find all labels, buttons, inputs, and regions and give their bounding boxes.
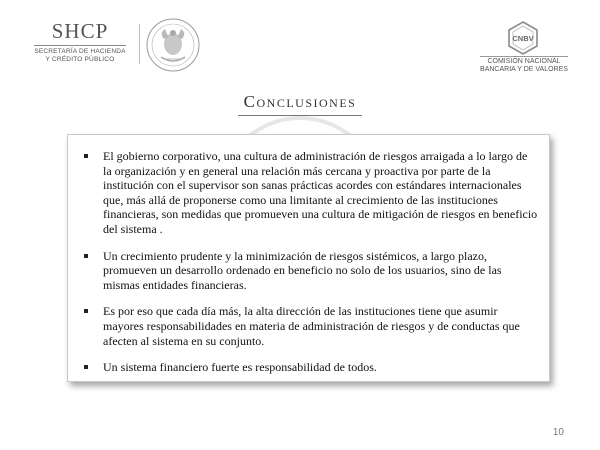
page-number: 10 xyxy=(552,427,564,438)
cnbv-logo-subtitle xyxy=(478,58,570,74)
bullet-square-icon xyxy=(84,365,88,369)
bullet-item-2 xyxy=(78,249,538,293)
shcp-logo-subtitle-line2: Y CRÉDITO PÚBLICO xyxy=(45,55,115,63)
slide-title: Conclusiones xyxy=(243,92,357,111)
cnbv-logo-subtitle-line2: BANCARIA Y DE VALORES xyxy=(480,66,568,73)
shcp-logo-subtitle-line1: SECRETARÍA DE HACIENDA xyxy=(34,48,126,55)
shcp-logo xyxy=(30,20,130,63)
cnbv-logo-subtitle-line1: COMISIÓN NACIONAL xyxy=(487,58,561,65)
bullet-square-icon xyxy=(84,154,88,158)
bullet-text: Es por eso que cada día más, la alta dirección de las instituciones tiene que asumir mayores responsabilidades en materia de administración de riesgos y de conductas que afecten al sistema en su conjunto. xyxy=(103,304,520,348)
bullet-square-icon xyxy=(84,254,88,258)
bullet-text: Un crecimiento prudente y la minimización de riesgos sistémicos, a largo plazo, promueven un desarrollo ordenado en beneficio no solo de los usuarios, sino de las mismas entidades financieras. xyxy=(103,248,502,292)
slide-header xyxy=(0,0,600,90)
bullet-item-3 xyxy=(78,304,538,348)
bullet-text: Un sistema financiero fuerte es responsabilidad de todos. xyxy=(103,360,377,375)
conclusions-box xyxy=(67,134,550,382)
cnbv-logo-icon xyxy=(505,20,541,56)
cnbv-logo-rule xyxy=(480,56,568,57)
bullet-text: El gobierno corporativo, una cultura de administración de riesgos arraigada a lo largo de la organización y en general una relación más cercana y proactiva por parte de la institución con el supervisor son sanas prácticas acordes con estándares internacionales que, más allá de proponerse como una limitante al crecimiento de las instituciones financieras, son medidas que promueven una cultura de mitigación de riesgos en beneficio del sistema . xyxy=(103,149,538,236)
cnbv-logo-text: CNBV xyxy=(512,34,534,43)
bullet-list xyxy=(78,149,538,387)
shcp-logo-rule xyxy=(34,45,126,46)
bullet-item-1 xyxy=(78,149,538,237)
logo-separator xyxy=(139,24,140,64)
shcp-logo-title: SHCP xyxy=(51,19,109,43)
bullet-item-4 xyxy=(78,360,538,375)
mexico-seal-icon xyxy=(145,17,201,73)
bullet-square-icon xyxy=(84,309,88,313)
